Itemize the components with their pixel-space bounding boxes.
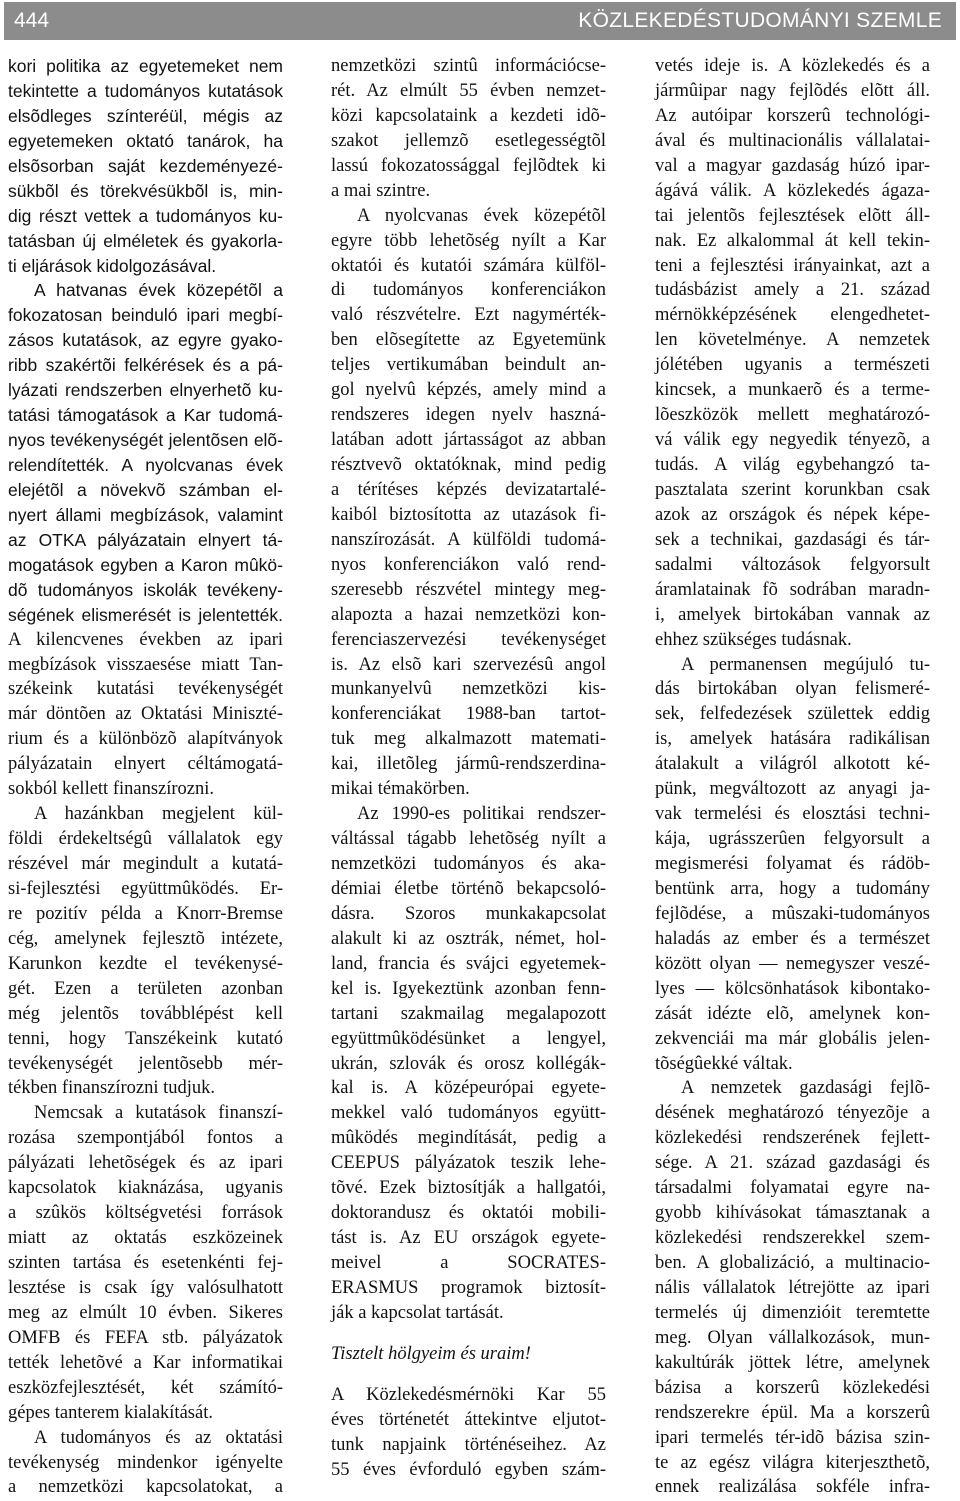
text-line: miatt az oktatás eszközeinek xyxy=(8,1228,283,1249)
text-line: kája, ugrásszerûen felgyorsult a xyxy=(655,829,930,850)
text-line: mérnökképzésének elengedhetet- xyxy=(655,305,930,326)
text-line: ben elõsegítette az Egyetemünk xyxy=(331,330,606,351)
text-line: sek a technikai, gazdasági és tár- xyxy=(655,529,930,550)
journal-title: KÖZLEKEDÉSTUDOMÁNYI SZEMLE xyxy=(578,9,942,32)
text-line: mikai témakörben. xyxy=(331,779,470,800)
text-line: szinten tartása és esetenkénti fej- xyxy=(8,1253,283,1273)
text-line: áramlatainak fõ sodrában maradn- xyxy=(655,579,930,600)
text-line: a mai szintre. xyxy=(331,180,431,201)
text-line: fokozatosan beinduló ipari megbí- xyxy=(8,305,283,326)
text-line: démiai életbe történõ bekapcsoló- xyxy=(331,878,606,899)
text-line: tõségûekké váltak. xyxy=(655,1053,793,1074)
text-line: nyos konferenciákon való rend- xyxy=(331,554,606,575)
text-line: meg. Olyan vállalkozások, mun- xyxy=(655,1327,930,1348)
text-line: rendszeres idegen nyelv haszná- xyxy=(331,405,606,426)
text-line: szakot jellemzõ esetlegességtõl xyxy=(331,130,606,151)
text-line: rium és a különbözõ alapítványok xyxy=(8,729,283,750)
text-line: A permanensen megújuló tu- xyxy=(681,654,930,675)
text-line: vá válik egy negyedik tényezõ, a xyxy=(655,430,930,451)
text-line: Az 1990-es politikai rendszer- xyxy=(357,804,606,825)
text-line: A nyolcvanas évek közepétõl xyxy=(357,205,606,226)
page-header xyxy=(4,2,956,40)
text-line: sek, felfedezések születtek eddig xyxy=(655,704,930,725)
text-line: gépes tanterem kialakítását. xyxy=(8,1402,213,1423)
text-line: kel is. Igyekeztünk azonban fenn- xyxy=(331,978,606,999)
text-line: is, amelyek hatására radikálisan xyxy=(655,729,930,750)
text-line: alapozta a hazai nemzetközi kon- xyxy=(331,604,606,625)
text-line: való részvételre. Ezt nagymérték- xyxy=(331,305,606,326)
text-line: nemzetközi szintû információcse- xyxy=(331,56,606,76)
text-line: tenni, hogy Tanszékeink kutató xyxy=(8,1028,283,1049)
text-line: nanszírozását. A külföldi tudomá- xyxy=(331,529,606,550)
text-line: tevékenységét jelentõsebb mér- xyxy=(8,1053,283,1074)
text-line: vetés ideje is. A közlekedés és a xyxy=(655,56,930,76)
text-line: sokból kellett finanszírozni. xyxy=(8,779,215,800)
text-line: lassú fokozatossággal fejlõdtek ki xyxy=(331,155,606,176)
text-line: résztvevõ oktatóknak, mind pedig xyxy=(331,455,606,475)
text-line: Tisztelt hölgyeim és uraim! xyxy=(331,1343,531,1364)
text-line: ennek realizálása sokféle infra- xyxy=(655,1477,930,1498)
text-line: konferenciákat 1988-ban tartot- xyxy=(331,704,606,725)
text-line: A kilencvenes években az ipari xyxy=(8,629,283,650)
text-line: oktatói és kutatói számára külföl- xyxy=(331,255,606,276)
text-column-middle xyxy=(331,54,606,1483)
text-line: mogatások egyben a Karon mûkö- xyxy=(8,554,283,575)
text-line: eszközfejlesztését, két számító- xyxy=(8,1377,283,1398)
text-line: nak. Ez alkalommal át kell tekin- xyxy=(655,230,930,251)
text-line: tõvé. Ezek biztosítják a hallgatói, xyxy=(331,1178,606,1199)
text-line: között olyan — nemegyszer veszé- xyxy=(655,953,930,974)
text-line: még jelentõs továbblépést kell xyxy=(8,1003,283,1024)
text-line: gét. Ezen a területen azonban xyxy=(8,978,283,999)
text-line: mûködés megindítását, pedig a xyxy=(331,1128,606,1149)
text-line: ehhez szükséges tudásnak. xyxy=(655,629,852,650)
text-line: te az egész világra kiterjeszthetõ, xyxy=(655,1452,930,1473)
text-line: mekkel való tudományos együtt- xyxy=(331,1103,606,1124)
text-line: tékben finanszírozni tudjuk. xyxy=(8,1078,216,1099)
text-line: munkanyelvû nemzetközi kis- xyxy=(331,679,606,700)
text-line: ti eljárások kidolgozásával. xyxy=(8,255,217,276)
text-line: rozása szempontjából fontos a xyxy=(8,1128,283,1149)
text-line: Az autóipar korszerû technológi- xyxy=(655,105,930,126)
text-line: re pozitív példa a Knorr-Bremse xyxy=(8,903,283,924)
text-line: a nemzetközi kapcsolatokat, a xyxy=(8,1477,283,1498)
text-line: fejlõdése, a mûszaki-tudományos xyxy=(655,903,930,924)
text-line: megbízások visszaesése miatt Tan- xyxy=(8,654,283,675)
text-line: lõeszközök mellett meghatározó- xyxy=(655,405,930,426)
text-line: tekintette a tudományos kutatások xyxy=(8,80,283,101)
text-line: pünk, megváltozott az anyagi ja- xyxy=(655,779,930,800)
text-line: zekvenciái ma már globális jelen- xyxy=(655,1028,930,1049)
text-line: dás birtokában olyan felismeré- xyxy=(655,679,930,700)
text-line: gol nyelvû képzés, amely mind a xyxy=(331,380,606,401)
text-line: A tudományos és az oktatási xyxy=(34,1427,283,1448)
text-line: ERASMUS programok biztosít- xyxy=(331,1277,606,1298)
text-line: kaiból biztosította az utazások fi- xyxy=(331,504,606,525)
text-line: haladás az ember és a természet xyxy=(655,928,930,949)
text-line: azok az országok és népek képe- xyxy=(655,504,930,525)
text-line: nyos tevékenységét jelentõsen elõ- xyxy=(8,430,283,451)
text-line: A Közlekedésmérnöki Kar 55 xyxy=(331,1384,606,1405)
text-line: ribb szakértõi felkérések és a pá- xyxy=(8,355,283,376)
text-column-left xyxy=(8,54,283,1500)
text-line: pályázati lehetõségek és az ipari xyxy=(8,1153,283,1174)
text-line: ferenciaszervezési tevékenységet xyxy=(331,629,606,650)
text-line: kai, illetõleg jármû-rendszerdina- xyxy=(331,754,606,775)
text-line: meg az elmúlt 10 évben. Sikeres xyxy=(8,1302,283,1323)
text-line: ipari termelés tér-idõ bázisa szin- xyxy=(655,1427,930,1448)
text-line: A hazánkban megjelent kül- xyxy=(34,804,283,825)
text-line: tették lehetõvé a Kar informatikai xyxy=(8,1352,283,1373)
text-line: A hatvanas évek közepétõl a xyxy=(34,280,283,301)
text-line: dõ tudományos iskolák tevékeny- xyxy=(8,579,283,600)
text-line: ségének elismerését is jelentették. xyxy=(8,604,283,625)
text-line: lyes — kölcsönhatások kibontako- xyxy=(655,978,930,999)
text-line: Nemcsak a kutatások finanszí- xyxy=(34,1103,283,1124)
text-line: cég, amelynek fejlesztõ intézete, xyxy=(8,928,283,949)
text-line: éves történetét áttekintve eljutot- xyxy=(331,1409,606,1430)
text-line: a térítéses képzés devizatartalé- xyxy=(331,479,606,500)
text-line: tuk meg alkalmazott matemati- xyxy=(331,729,606,750)
text-line: megismerési folyamat és rádöb- xyxy=(655,854,930,874)
text-line: dásra. Szoros munkakapcsolat xyxy=(331,903,606,924)
paragraph-spacer xyxy=(331,1326,606,1342)
text-line: egyre több lehetõség nyílt a Kar xyxy=(331,230,606,251)
text-line: lyázati rendszerben elnyerhetõ ku- xyxy=(8,380,283,401)
text-line: teni a fejlesztési irányainkat, azt a xyxy=(655,255,930,276)
text-line: váltással tágabb lehetõség nyílt a xyxy=(331,829,606,850)
text-line: gyobb kihívásokat támasztanak a xyxy=(655,1203,930,1224)
text-line: relendítették. A nyolcvanas évek xyxy=(8,455,283,475)
text-line: kapcsolatok kiaknázása, ugyanis xyxy=(8,1178,283,1199)
text-line: tai jelentõs fejlesztések elõtt áll- xyxy=(655,205,930,226)
text-line: nyert állami megbízások, valamint xyxy=(8,504,283,525)
text-line: tartani szakmailag megalapozott xyxy=(331,1003,606,1024)
text-line: ukrán, szlovák és orosz kollégák- xyxy=(331,1053,606,1074)
text-line: OMFB és FEFA stb. pályázatok xyxy=(8,1327,283,1348)
text-line: jármûipar nagy fejlõdés elõtt áll. xyxy=(655,80,930,101)
text-line: zásos kutatások, az egyre gyako- xyxy=(8,330,283,351)
text-line: tunk napjaink történéseihez. Az xyxy=(331,1434,606,1455)
text-line: kakultúrák jöttek létre, amelynek xyxy=(655,1352,930,1373)
text-line: kal is. A középeurópai egyete- xyxy=(331,1078,606,1099)
text-line: már döntõen az Oktatási Miniszté- xyxy=(8,704,283,725)
text-line: nemzetközi tudományos és aka- xyxy=(331,854,606,874)
text-line: tudás. A világ egybehangzó ta- xyxy=(655,455,930,475)
text-line: átalakult a világról alkotott ké- xyxy=(655,754,930,775)
text-line: alakult ki az osztrák, német, hol- xyxy=(331,928,606,949)
text-line: bázisa a korszerû közlekedési xyxy=(655,1377,930,1398)
text-line: elsõsorban saját kezdeményezé- xyxy=(8,155,283,176)
text-line: dig részt vettek a tudományos ku- xyxy=(8,205,283,226)
text-line: jólétében ugyanis a természeti xyxy=(655,355,930,376)
text-line: az OTKA pályázatain elnyert tá- xyxy=(8,529,283,550)
text-line: pályázatain elnyert céltámogatá- xyxy=(8,754,283,775)
text-line: i, amelyek birtokában vannak az xyxy=(655,604,930,625)
text-line: ják a kapcsolat tartását. xyxy=(331,1302,504,1323)
text-line: sadalmi változások felgyorsult xyxy=(655,554,930,575)
text-line: is. Az elsõ kari szervezésû angol xyxy=(331,654,606,675)
text-line: Karunkon kezdte el tevékenysé- xyxy=(8,953,283,974)
text-line: ával és multinacionális vállalatai- xyxy=(655,130,930,151)
text-line: kori politika az egyetemeket nem xyxy=(8,56,283,76)
text-line: földi érdekeltségû vállalatok egy xyxy=(8,829,283,850)
text-line: tudásbázist amely a 21. század xyxy=(655,280,930,301)
text-line: elsõdleges színteréül, mégis az xyxy=(8,105,283,126)
text-line: teljes vertikumában beindult an- xyxy=(331,355,606,376)
text-line: land, francia és svájci egyetemek- xyxy=(331,953,606,974)
text-line: sége. A 21. század gazdasági és xyxy=(655,1153,930,1174)
text-line: latában adott jártasságot az abban xyxy=(331,430,606,451)
text-line: vak termelési és elosztási techni- xyxy=(655,804,930,825)
text-line: együttmûködésünket a lengyel, xyxy=(331,1028,606,1049)
text-line: désének meghatározó tényezõje a xyxy=(655,1103,930,1124)
text-line: meivel a SOCRATES- xyxy=(331,1253,606,1273)
text-line: si-fejlesztési együttmûködés. Er- xyxy=(8,878,283,899)
text-line: közlekedési rendszerének fejlett- xyxy=(655,1128,930,1149)
text-line: pasztalata szerint korunkban csak xyxy=(655,479,930,500)
text-line: szeresebb részvétel mintegy meg- xyxy=(331,579,606,600)
page-number: 444 xyxy=(14,9,50,32)
text-line: elejétõl a növekvõ számban el- xyxy=(8,479,283,500)
text-line: részével már megindult a kutatá- xyxy=(8,854,283,874)
text-line: bentünk arra, hogy a tudomány xyxy=(655,878,930,899)
text-line: ágává válik. A közlekedés ágaza- xyxy=(655,180,930,201)
text-column-right xyxy=(655,54,930,1500)
text-line: lesztése is csak így valósulhatott xyxy=(8,1277,283,1298)
text-line: di tudományos konferenciákon xyxy=(331,280,606,301)
text-line: nális vállalatok létrejötte az ipari xyxy=(655,1277,930,1298)
text-line: tevékenység mindenkor igényelte xyxy=(8,1452,283,1473)
text-line: 55 éves évforduló egyben szám- xyxy=(331,1459,606,1480)
text-line: CEEPUS pályázatok teszik lehe- xyxy=(331,1153,606,1174)
text-line: len követelménye. A nemzetek xyxy=(655,330,930,351)
text-line: tatási támogatások a Kar tudomá- xyxy=(8,405,283,426)
text-line: zását idézte elõ, amelynek kon- xyxy=(655,1003,930,1024)
text-line: rendszerekre épül. Ma a korszerû xyxy=(655,1402,930,1423)
text-line: rét. Az elmúlt 55 évben nemzet- xyxy=(331,80,606,101)
text-line: egyetemeken oktató tanárok, ha xyxy=(8,130,283,151)
text-line: társadalmi folyamatai egyre na- xyxy=(655,1178,930,1199)
text-line: ben. A globalizáció, a multinacio- xyxy=(655,1253,930,1273)
text-line: tást is. Az EU országok egyete- xyxy=(331,1228,606,1249)
text-line: sükbõl és törekvésükbõl is, min- xyxy=(8,180,283,201)
text-line: termelés új dimenzióit teremtette xyxy=(655,1302,930,1323)
paragraph-spacer xyxy=(331,1367,606,1383)
text-line: a szûkös költségvetési források xyxy=(8,1203,283,1224)
text-line: A nemzetek gazdasági fejlõ- xyxy=(681,1078,930,1099)
text-line: székeink kutatási tevékenységét xyxy=(8,679,283,700)
text-line: val a magyar gazdaság húzó ipar- xyxy=(655,155,930,176)
text-line: doktorandusz és oktatói mobili- xyxy=(331,1203,606,1224)
text-line: kincsek, a munkaerõ és a terme- xyxy=(655,380,930,401)
text-line: közi kapcsolataink a kezdeti idõ- xyxy=(331,105,606,126)
text-line: tatásban új elméletek és gyakorla- xyxy=(8,230,283,251)
text-line: közlekedési rendszerekkel szem- xyxy=(655,1228,930,1249)
